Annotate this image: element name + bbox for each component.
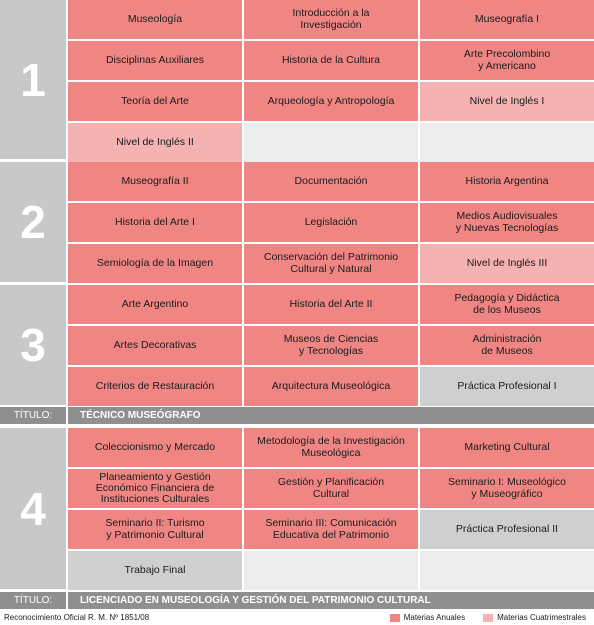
legend: [390, 613, 586, 622]
subject-cell: Nivel de Inglés III: [420, 244, 594, 283]
subject-cell: Museografía II: [68, 162, 242, 201]
subject-cell: Coleccionismo y Mercado: [68, 428, 242, 467]
subject-cell: Arqueología y Antropología: [244, 82, 418, 121]
empty-cell: [244, 551, 418, 590]
empty-cell: [420, 123, 594, 162]
subject-cell: Museos de Ciencias y Tecnologías: [244, 326, 418, 365]
annual-swatch: [390, 614, 400, 622]
subject-cell: Seminario I: Museológico y Museográfico: [420, 469, 594, 508]
subject-cell: Medios Audiovisuales y Nuevas Tecnologías: [420, 203, 594, 242]
subject-cell: Criterios de Restauración: [68, 367, 242, 406]
subject-cell: Seminario II: Turismo y Patrimonio Cultural: [68, 510, 242, 549]
year-1-block: [0, 0, 594, 159]
subject-cell: Museografía I: [420, 0, 594, 39]
title-label: TÍTULO:: [13, 410, 53, 421]
subject-cell: Pedagogía y Didáctica de los Museos: [420, 285, 594, 324]
subject-cell: Trabajo Final: [68, 551, 242, 590]
year-4-block: [0, 428, 594, 589]
year-3-block: [0, 285, 594, 405]
quarterly-swatch: [483, 614, 493, 622]
year-number: 1: [0, 0, 66, 159]
subject-cell: Práctica Profesional I: [420, 367, 594, 406]
subject-cell: Práctica Profesional II: [420, 510, 594, 549]
subject-cell: Marketing Cultural: [420, 428, 594, 467]
subject-cell: Historia de la Cultura: [244, 41, 418, 80]
subject-cell: Arte Argentino: [68, 285, 242, 324]
empty-cell: [420, 551, 594, 590]
subjects-grid: [68, 285, 594, 406]
subject-cell: Teoría del Arte: [68, 82, 242, 121]
year-number: 3: [0, 285, 66, 405]
degree-title: LICENCIADO EN MUSEOLOGÍA Y GESTIÓN DEL PATRIMONIO CULTURAL: [80, 595, 431, 606]
subjects-grid: [68, 0, 594, 162]
year-number: 2: [0, 162, 66, 282]
subject-cell: Planeamiento y Gestión Económico Financiera de Instituciones Culturales: [68, 469, 242, 508]
subject-cell: Semiología de la Imagen: [68, 244, 242, 283]
degree-title-bar-1: [0, 407, 594, 424]
degree-title: TÉCNICO MUSEÓGRAFO: [80, 410, 201, 421]
subject-cell: Administración de Museos: [420, 326, 594, 365]
legend-quarterly-label: Materias Cuatrimestrales: [497, 613, 586, 622]
subject-cell: Conservación del Patrimonio Cultural y Natural: [244, 244, 418, 283]
empty-cell: [244, 123, 418, 162]
subject-cell: Legislación: [244, 203, 418, 242]
year-2-block: [0, 162, 594, 282]
subject-cell: Artes Decorativas: [68, 326, 242, 365]
subject-cell: Historia del Arte II: [244, 285, 418, 324]
subject-cell: Metodología de la Investigación Museológica: [244, 428, 418, 467]
subject-cell: Documentación: [244, 162, 418, 201]
official-recognition: Reconocimiento Oficial R. M. Nº 1851/08: [4, 613, 150, 622]
subject-cell: Arte Precolombino y Americano: [420, 41, 594, 80]
subject-cell: Introducción a la Investigación: [244, 0, 418, 39]
subject-cell: Seminario III: Comunicación Educativa del Patrimonio: [244, 510, 418, 549]
subjects-grid: [68, 428, 594, 590]
subject-cell: Historia del Arte I: [68, 203, 242, 242]
subject-cell: Disciplinas Auxiliares: [68, 41, 242, 80]
year-number: 4: [0, 428, 66, 589]
subject-cell: Historia Argentina: [420, 162, 594, 201]
subject-cell: Gestión y Planificación Cultural: [244, 469, 418, 508]
subject-cell: Arquitectura Museológica: [244, 367, 418, 406]
subject-cell: Nivel de Inglés I: [420, 82, 594, 121]
degree-title-bar-2: [0, 592, 594, 609]
footer: [0, 611, 594, 625]
subject-cell: Nivel de Inglés II: [68, 123, 242, 162]
subjects-grid: [68, 162, 594, 283]
title-label: TÍTULO:: [13, 595, 53, 606]
legend-annual-label: Materias Anuales: [403, 613, 466, 622]
subject-cell: Museología: [68, 0, 242, 39]
